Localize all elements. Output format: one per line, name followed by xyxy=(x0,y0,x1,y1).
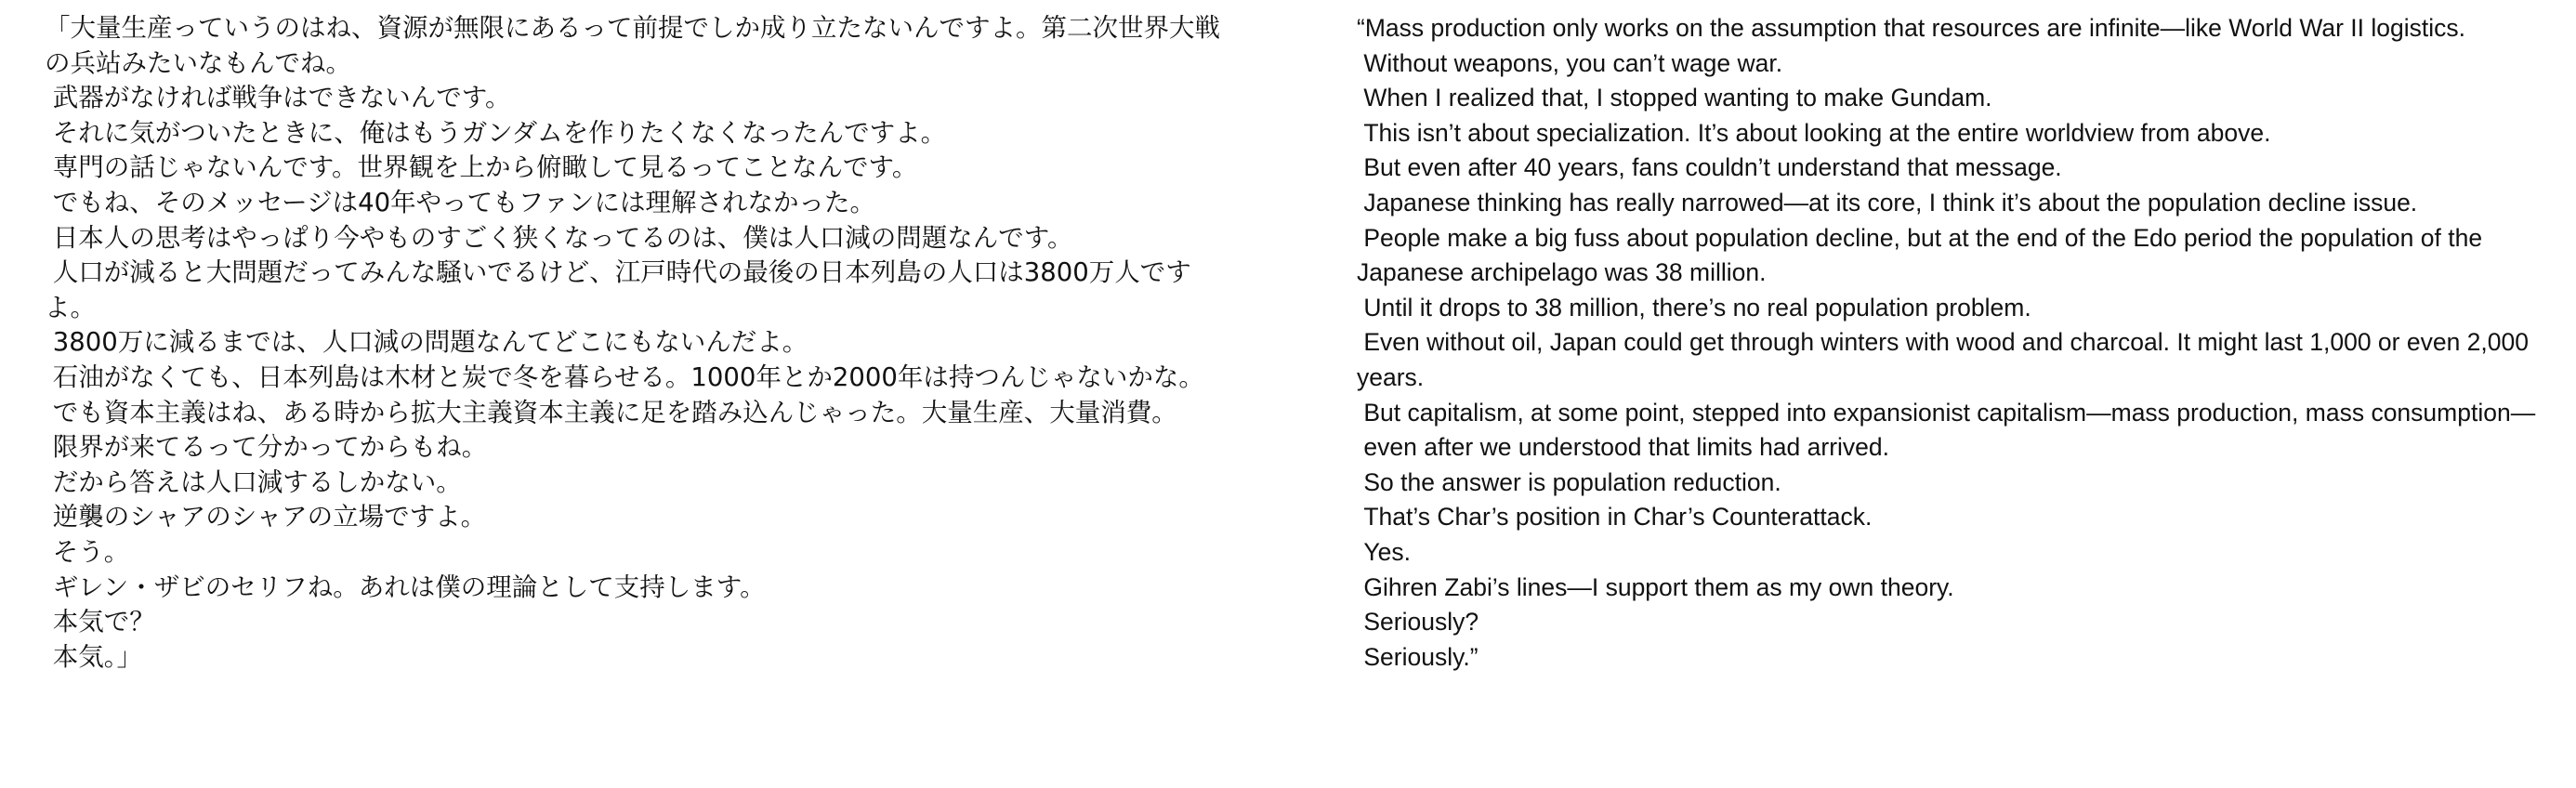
english-line: Without weapons, you can’t wage war. xyxy=(1357,48,1783,77)
japanese-line: 本気で？ xyxy=(45,607,155,637)
japanese-line: 人口が減ると大問題だってみんな騒いでるけど、江戸時代の最後の日本列島の人口は3800万人ですよ。 xyxy=(45,257,1191,322)
english-line: But even after 40 years, fans couldn’t understand that message. xyxy=(1357,153,2062,182)
english-line: But capitalism, at some point, stepped into expansionist capitalism—mass production, mass consumption— xyxy=(1357,398,2536,427)
english-line: Gihren Zabi’s lines—I support them as my own theory. xyxy=(1357,572,1954,601)
japanese-line: 本気。」 xyxy=(45,641,142,672)
english-line: Seriously.” xyxy=(1357,642,1479,671)
english-line: This isn’t about specialization. It’s about looking at the entire worldview from above. xyxy=(1357,118,2271,147)
english-line: That’s Char’s position in Char’s Counterattack. xyxy=(1357,503,1873,532)
japanese-line: 3800万に減るまでは、人口減の問題なんてどこにもないんだよ。 xyxy=(45,327,808,358)
english-line: “Mass production only works on the assumption that resources are infinite—like World War II logistics. xyxy=(1357,14,2465,42)
japanese-line: それに気がついたときに、俺はもうガンダムを作りたくなくなったんですよ。 xyxy=(45,117,947,148)
japanese-line: 武器がなければ戦争はできないんです。 xyxy=(45,83,511,113)
japanese-line: 限界が来てるって分かってからもね。 xyxy=(45,432,488,463)
japanese-line: だから答えは人口減するしかない。 xyxy=(45,466,462,497)
japanese-line: でもね、そのメッセージは40年やってもファンには理解されなかった。 xyxy=(45,187,876,217)
japanese-line: 日本人の思考はやっぱり今やものすごく狭くなってるのは、僕は人口減の問題なんです。 xyxy=(45,222,1073,253)
japanese-line: でも資本主義はね、ある時から拡大主義資本主義に足を踏み込んじゃった。大量生産、大量消費。 xyxy=(45,397,1177,427)
japanese-line: 石油がなくても、日本列島は木材と炭で冬を暮らせる。1000年とか2000年は持つんじゃないかな。 xyxy=(45,361,1204,392)
japanese-line: ギレン・ザビのセリフね。あれは僕の理論として支持します。 xyxy=(45,571,766,602)
japanese-text-column xyxy=(45,11,1234,675)
japanese-line: そう。 xyxy=(45,536,130,567)
english-line: When I realized that, I stopped wanting to make Gundam. xyxy=(1357,84,1992,112)
english-line: Until it drops to 38 million, there’s no real population problem. xyxy=(1357,293,2031,322)
english-line: even after we understood that limits had arrived. xyxy=(1357,433,1890,462)
english-line: People make a big fuss about population decline, but at the end of the Edo period the population of the Japanese archipelago was 38 million. xyxy=(1357,223,2490,287)
english-line: So the answer is population reduction. xyxy=(1357,467,1781,496)
english-line: Seriously? xyxy=(1357,608,1479,637)
english-line: Yes. xyxy=(1357,537,1411,566)
english-text-column xyxy=(1357,11,2551,675)
japanese-line: 専門の話じゃないんです。世界観を上から俯瞰して見るってことなんです。 xyxy=(45,152,918,183)
english-line: Even without oil, Japan could get through winters with wood and charcoal. It might last 1,000 or even 2,000 years. xyxy=(1357,328,2536,391)
english-line: Japanese thinking has really narrowed—at its core, I think it’s about the population decline issue. xyxy=(1357,188,2418,217)
japanese-line: 「大量生産っていうのはね、資源が無限にあるって前提でしか成り立たないんですよ。第二次世界大戦の兵站みたいなもんでね。 xyxy=(45,13,1220,78)
japanese-line: 逆襲のシャアのシャアの立場ですよ。 xyxy=(45,502,487,532)
